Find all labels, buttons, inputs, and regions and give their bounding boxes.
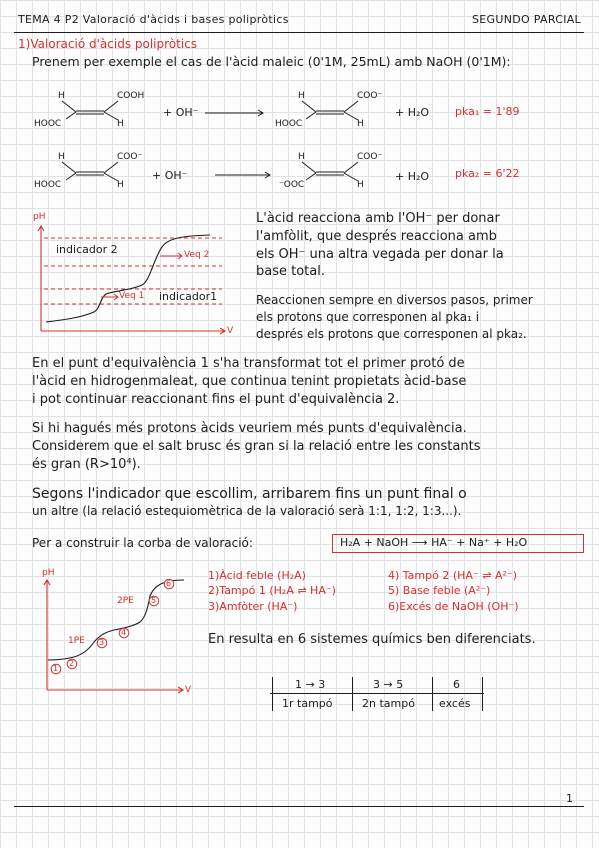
r1-plus-water: + H₂O	[395, 106, 430, 119]
r2-sub-coo: COO⁻	[117, 152, 143, 162]
table-header: 6	[453, 678, 460, 691]
system-item: 4) Tampó 2 (HA⁻ ⇌ A²⁻)	[388, 569, 517, 582]
tb2-line: després els protons que corresponen al pka₂.	[256, 327, 527, 341]
tb1-line: base total.	[256, 264, 325, 279]
p3-line: Segons l'indicador que escollim, arribarem fins un punt final o	[32, 486, 467, 502]
graph1-x-label: V	[227, 326, 234, 336]
table-divider	[432, 677, 433, 711]
r1-sub-h-bot: H	[117, 119, 124, 129]
intro-text: Prenem per exemple el cas de l'àcid maleic (0'1M, 25mL) amb NaOH (0'1M):	[32, 54, 511, 69]
systems-summary: En resulta en 6 sistemes químics ben diferenciats.	[208, 632, 536, 647]
p1-line: l'àcid en hidrogenmaleat, que continua tenint propietats àcid-base	[32, 374, 467, 389]
system-item: 5) Base feble (A²⁻)	[388, 584, 491, 597]
p1-line: i pot continuar reaccionant fins el punt d'equivalència 2.	[32, 392, 400, 407]
system-item: 3)Amfòter (HA⁻)	[208, 600, 298, 613]
table-cell: 2n tampó	[362, 697, 415, 710]
r1-prod-hooc: HOOC	[275, 119, 303, 129]
table-divider	[272, 677, 273, 711]
r1-pka: pka₁ = 1'89	[455, 105, 520, 118]
table-header: 3 → 5	[373, 678, 404, 691]
table-divider	[352, 677, 353, 711]
graph2-point-label-6: 6	[166, 579, 172, 588]
page-number: 1	[566, 792, 573, 805]
tb1-line: l'amfòlit, que després reacciona amb	[256, 229, 497, 244]
table-divider	[482, 677, 483, 711]
r2-sub-hooc: HOOC	[34, 180, 62, 190]
r1-prod-h-bot: H	[357, 119, 364, 129]
graph2-y-label: pH	[42, 568, 55, 578]
r2-sub-h-top: H	[58, 152, 65, 162]
graph2-pe1: 1PE	[68, 636, 85, 646]
r2-prod-h-bot: H	[357, 180, 364, 190]
r1-prod-coo: COO⁻	[357, 91, 383, 101]
r2-plus-water: + H₂O	[395, 170, 430, 183]
tb2-line: els protons que corresponen al pka₁ i	[256, 310, 480, 324]
system-item: 1)Àcid feble (H₂A)	[208, 569, 306, 582]
r2-prod-ooc: ⁻OOC	[279, 180, 305, 190]
r1-sub-cooh: COOH	[117, 91, 145, 101]
graph2-point-label-1: 1	[53, 664, 59, 673]
r1-sub-h-top: H	[58, 91, 65, 101]
r2-prod-coo: COO⁻	[357, 152, 383, 162]
graph1-veq2: Veq 2	[184, 250, 210, 260]
header-exam: SEGUNDO PARCIAL	[472, 13, 581, 26]
graph2-point-label-4: 4	[121, 628, 127, 637]
r1-sub-hooc: HOOC	[34, 119, 62, 129]
table-rule	[270, 693, 484, 694]
header-topic: TEMA 4 P2 Valoració d'àcids i bases polipròtics	[18, 13, 289, 26]
p2-line: Si hi hagués més protons àcids veuriem més punts d'equivalència.	[32, 421, 467, 436]
p2-line: Considerem que el salt brusc és gran si la relació entre les constants	[32, 439, 481, 454]
graph2-point-label-3: 3	[99, 638, 105, 647]
tb1-line: L'àcid reacciona amb l'OH⁻ per donar	[256, 211, 500, 226]
curve-intro: Per a construir la corba de valoració:	[32, 536, 253, 550]
tb1-line: els OH⁻ una altra vegada per donar la	[256, 247, 504, 262]
r1-prod-h-top: H	[298, 91, 305, 101]
graph1-veq1: Veq 1	[119, 291, 145, 301]
p1-line: En el punt d'equivalència 1 s'ha transformat tot el primer protó de	[32, 356, 465, 371]
graph2-point-label-5: 5	[151, 596, 157, 605]
graph1-indicator2: indicador 2	[56, 243, 118, 256]
graph2-point-label-2: 2	[69, 659, 75, 668]
section-title: 1)Valoració d'àcids polipròtics	[18, 37, 198, 51]
graph2-pe2: 2PE	[117, 596, 134, 606]
graph1-indicator1: indicador1	[159, 290, 218, 303]
tb2-line: Reaccionen sempre en diversos pasos, primer	[256, 293, 533, 307]
graph1-y-label: pH	[33, 212, 46, 222]
r2-prod-h-top: H	[298, 152, 305, 162]
table-header: 1 → 3	[295, 678, 326, 691]
curve-reaction: H₂A + NaOH ⟶ HA⁻ + Na⁺ + H₂O	[340, 536, 528, 549]
r2-sub-h-bot: H	[117, 180, 124, 190]
table-cell: 1r tampó	[282, 697, 333, 710]
graph2-x-label: V	[185, 685, 192, 695]
system-item: 6)Excés de NaOH (OH⁻)	[388, 600, 519, 613]
r1-plus-oh: + OH⁻	[163, 106, 199, 119]
footer-rule	[14, 806, 584, 807]
r2-plus-oh: + OH⁻	[152, 169, 188, 182]
r2-pka: pka₂ = 6'22	[455, 167, 520, 180]
p2-line: és gran (R>10⁴).	[32, 457, 141, 472]
table-cell: excés	[439, 697, 471, 710]
system-item: 2)Tampó 1 (H₂A ⇌ HA⁻)	[208, 584, 336, 597]
p3-line: un altre (la relació estequiomètrica de la valoració serà 1:1, 1:2, 1:3...).	[32, 504, 462, 518]
